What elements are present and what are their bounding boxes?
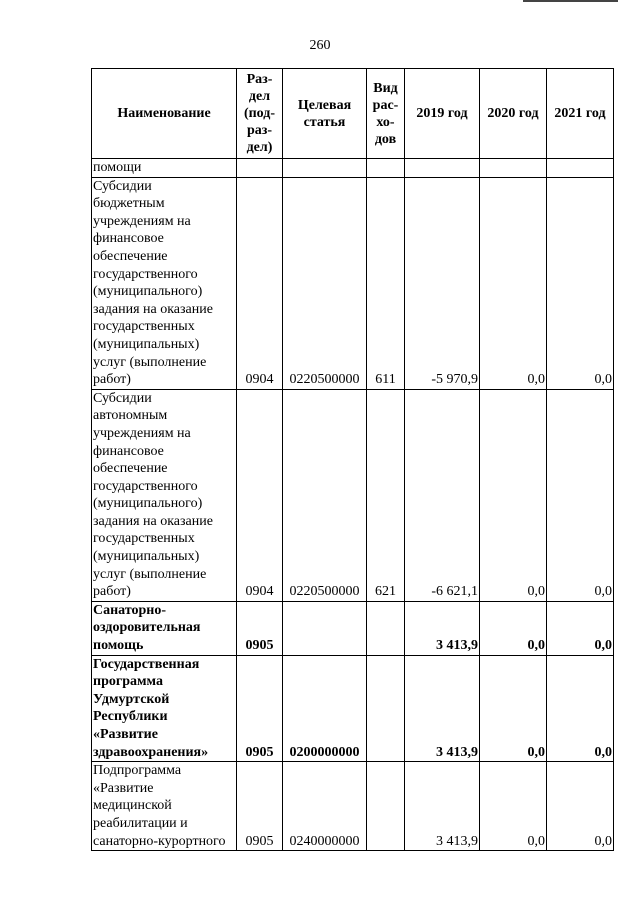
cell-expense-type [367,601,405,655]
table-row [92,655,614,762]
cell-name: Санаторно- оздоровительная помощь [92,601,237,655]
cell-target: 0220500000 [283,389,367,601]
cell-name: Субсидии бюджетным учреждениям на финансовое обеспечение государственного (муниципального) задания на оказание государственных (муниципальных) услуг (выполнение работ) [92,177,237,389]
scan-edge-mark [523,0,618,2]
cell-name: Государственная программа Удмуртской Республики «Развитие здравоохранения» [92,655,237,762]
cell-expense-type [367,159,405,178]
table-row [92,389,614,601]
cell-name: Подпрограмма «Развитие медицинской реабилитации и санаторно-курортного [92,762,237,851]
header-name: Наименование [92,69,237,159]
cell-2021: 0,0 [547,601,614,655]
table-row [92,601,614,655]
cell-2021 [547,159,614,178]
cell-2019: -5 970,9 [405,177,480,389]
page-number: 260 [309,38,331,53]
cell-expense-type: 621 [367,389,405,601]
cell-target [283,601,367,655]
table-row [92,159,614,178]
header-row [92,69,614,159]
budget-table [91,68,614,851]
cell-target: 0220500000 [283,177,367,389]
header-target: Целевая статья [283,69,367,159]
table-row [92,177,614,389]
cell-2021: 0,0 [547,389,614,601]
cell-expense-type: 611 [367,177,405,389]
cell-2021: 0,0 [547,762,614,851]
table-row [92,762,614,851]
cell-section: 0905 [237,655,283,762]
cell-2020: 0,0 [480,389,547,601]
header-section: Раз- дел (под- раз- дел) [237,69,283,159]
cell-2020: 0,0 [480,177,547,389]
cell-expense-type [367,655,405,762]
cell-2020 [480,159,547,178]
cell-section: 0904 [237,177,283,389]
cell-2021: 0,0 [547,177,614,389]
cell-2019: 3 413,9 [405,601,480,655]
cell-2019 [405,159,480,178]
cell-target: 0240000000 [283,762,367,851]
header-expense-type: Вид рас- хо- дов [367,69,405,159]
cell-section [237,159,283,178]
header-2021: 2021 год [547,69,614,159]
cell-expense-type [367,762,405,851]
cell-2019: 3 413,9 [405,762,480,851]
cell-section: 0905 [237,601,283,655]
cell-2019: -6 621,1 [405,389,480,601]
cell-name: Субсидии автономным учреждениям на финансовое обеспечение государственного (муниципального) задания на оказание государственных (муниципальных) услуг (выполнение работ) [92,389,237,601]
header-2020: 2020 год [480,69,547,159]
cell-2019: 3 413,9 [405,655,480,762]
cell-section: 0905 [237,762,283,851]
cell-section: 0904 [237,389,283,601]
cell-name: помощи [92,159,237,178]
header-2019: 2019 год [405,69,480,159]
cell-2021: 0,0 [547,655,614,762]
cell-target [283,159,367,178]
cell-target: 0200000000 [283,655,367,762]
cell-2020: 0,0 [480,601,547,655]
cell-2020: 0,0 [480,762,547,851]
cell-2020: 0,0 [480,655,547,762]
